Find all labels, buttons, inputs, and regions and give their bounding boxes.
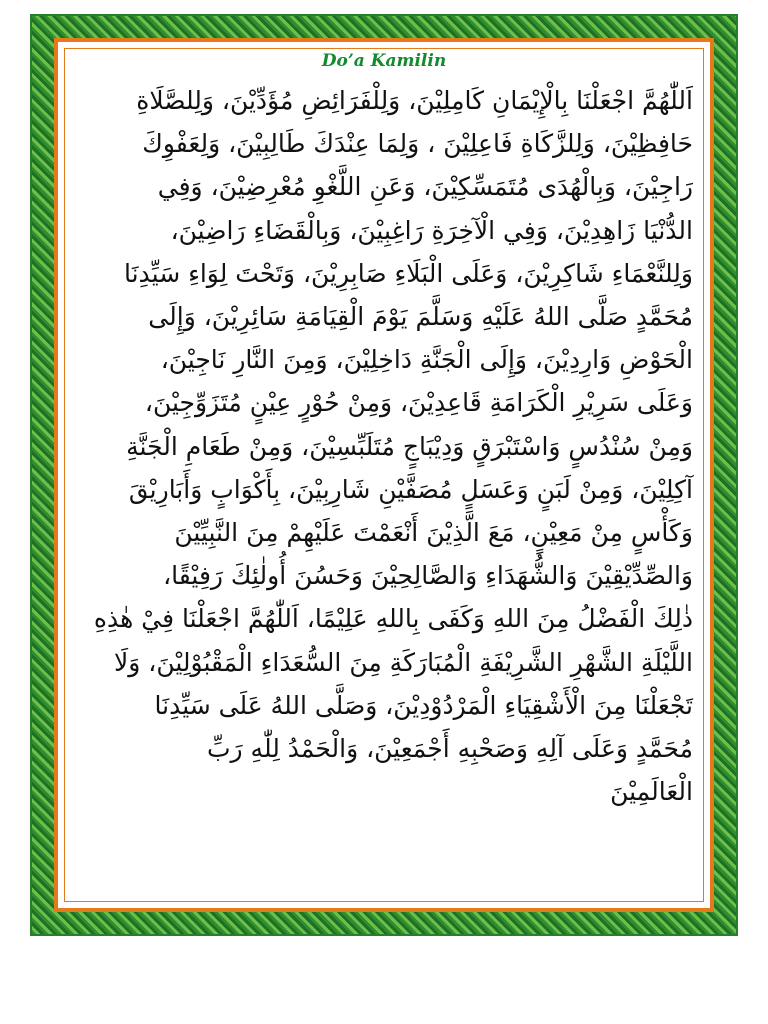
text-line: آكِلِيْنَ، وَمِنْ لَبَنٍ وَعَسَلٍ مُصَفَّيْنِ شَارِبِيْنَ، بِأَكْوَابٍ وَأَبَارِيْقَ [128,474,693,504]
text-line: وَمِنْ سُنْدُسٍ وَاسْتَبْرَقٍ وَدِيْبَاجٍ مُتَلَبِّسِيْنَ، وَمِنْ طَعَامِ الْجَنَّةِ [126,431,693,461]
text-line: اَللّٰهُمَّ اجْعَلْنَا بِالْإِيْمَانِ كَامِلِيْنَ، وَلِلْفَرَائِضِ مُؤَدِّيْنَ، وَلِلصَّلَاةِ [136,86,693,115]
text-line: ذٰلِكَ الْفَضْلُ مِنَ اللهِ وَكَفَى بِاللهِ عَلِيْمًا، اَللّٰهُمَّ اجْعَلْنَا فِيْ هٰذِهِ [93,604,693,634]
text-line: تَجْعَلْنَا مِنَ الْأَشْقِيَاءِ الْمَرْدُوْدِيْنَ، وَصَلَّى اللهُ عَلَى سَيِّدِنَا [154,690,693,720]
text-line: مُحَمَّدٍ وَعَلَى آلِهِ وَصَحْبِهِ أَجْمَعِيْنَ، وَالْحَمْدُ لِلّٰهِ رَبِّ [207,734,693,764]
text-line: الدُّنْيَا زَاهِدِيْنَ، وَفِي الْآخِرَةِ رَاغِبِيْنَ، وَبِالْقَضَاءِ رَاضِيْنَ، [170,215,693,245]
text-line: وَعَلَى سَرِيْرِ الْكَرَامَةِ قَاعِدِيْنَ، وَمِنْ حُوْرٍ عِيْنٍ مُتَزَوِّجِيْنَ، [144,388,693,418]
text-line: رَاجِيْنَ، وَبِالْهُدَى مُتَمَسِّكِيْنَ، وَعَنِ اللَّغْوِ مُعْرِضِيْنَ، وَفِي [157,172,693,202]
text-line: وَلِلنَّعْمَاءِ شَاكِرِيْنَ، وَعَلَى الْبَلَاءِ صَابِرِيْنَ، وَتَحْتَ لِوَاءِ سَيِّدِنَا [123,258,693,288]
text-line: وَكَأْسٍ مِنْ مَعِيْنٍ، مَعَ الَّذِيْنَ أَنْعَمْتَ عَلَيْهِمْ مِنَ النَّبِيِّيْنَ [174,518,693,548]
text-line: حَافِظِيْنَ، وَلِلزَّكَاةِ فَاعِلِيْنَ ، وَلِمَا عِنْدَكَ طَالِبِيْنَ، وَلِعَفْوِكَ [142,129,693,159]
page-title: Do’a Kamilin [321,51,447,71]
text-line: الْحَوْضِ وَارِدِيْنَ، وَإِلَى الْجَنَّةِ دَاخِلِيْنَ، وَمِنَ النَّارِ نَاجِيْنَ، [160,345,693,375]
text-line: وَالصِّدِّيْقِيْنَ وَالشُّهَدَاءِ وَالصَّالِحِيْنَ وَحَسُنَ أُولٰئِكَ رَفِيْقًا، [163,561,693,591]
text-line: الْعَالَمِيْنَ [610,777,693,807]
orange-border [54,38,714,912]
text-line: اللَّيْلَةِ الشَّهْرِ الشَّرِيْفَةِ الْمُبَارَكَةِ مِنَ السُّعَدَاءِ الْمَقْبُوْلِيْنَ، وَلَا [114,647,693,677]
page-content [64,48,704,902]
text-line: مُحَمَّدٍ صَلَّى اللهُ عَلَيْهِ وَسَلَّمَ يَوْمَ الْقِيَامَةِ سَائِرِيْنَ، وَإِلَى [148,302,693,332]
decorative-border [30,14,738,936]
arabic-prayer-text [75,79,693,891]
